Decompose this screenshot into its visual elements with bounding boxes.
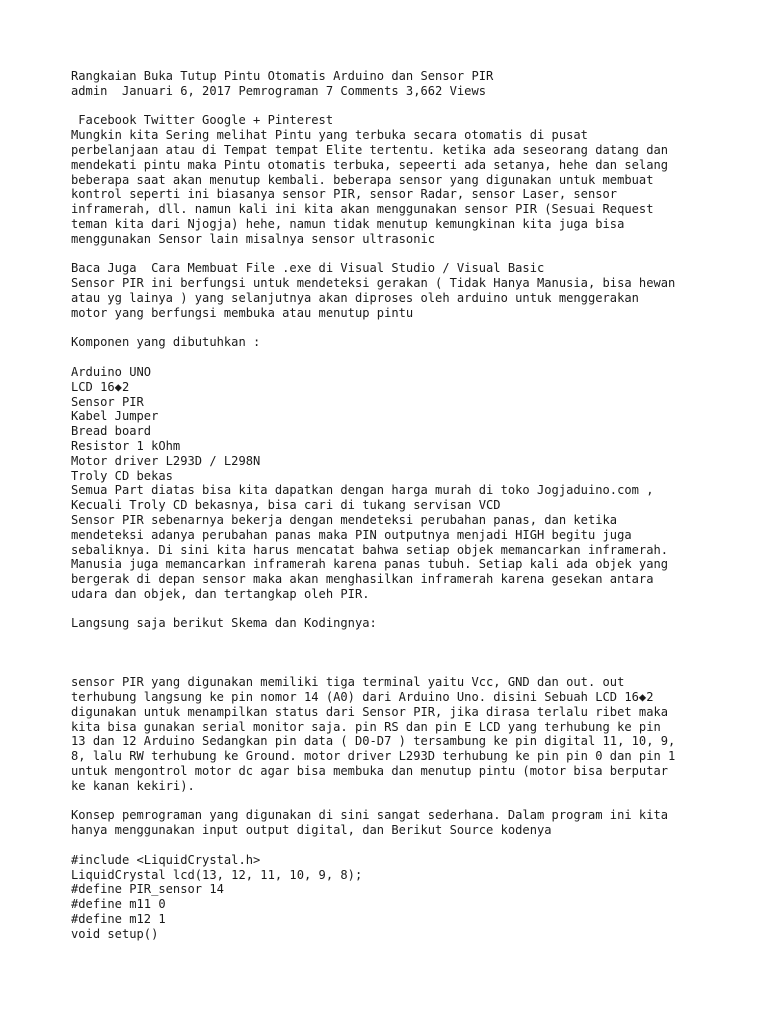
schematic-placeholder — [71, 631, 731, 675]
parts-note — [71, 483, 731, 601]
text-line: Mungkin kita Sering melihat Pintu yang terbuka secara otomatis di pusat — [71, 128, 588, 143]
text-line: inframerah, dll. namun kali ini kita akan menggunakan sensor PIR (Sesuai Request — [71, 202, 654, 217]
text-line: motor yang berfungsi membuka atau menutup pintu — [71, 305, 414, 320]
text-line: terhubung langsung ke pin nomor 14 (A0) dari Arduino Uno. disini Sebuah LCD 16◆2 — [71, 690, 654, 705]
text-line: Semua Part diatas bisa kita dapatkan dengan harga murah di toko Jogjaduino.com , — [71, 483, 654, 498]
text-line: mendeteksi adanya perubahan panas maka PIN outputnya menjadi HIGH begitu juga — [71, 527, 632, 542]
list-item: Arduino UNO — [71, 364, 152, 379]
text-line: 8, lalu RW terhubung ke Ground. motor driver L293D terhubung ke pin pin 0 dan pin 1 — [71, 749, 676, 764]
text-line: Sensor PIR sebenarnya bekerja dengan mendeteksi perubahan panas, dan ketika — [71, 512, 618, 527]
spacer — [71, 794, 731, 809]
code-line: LiquidCrystal lcd(13, 12, 11, 10, 9, 8); — [71, 867, 363, 882]
text-line: mendekati pintu maka Pintu otomatis terbuka, sepeerti ada setanya, hehe dan selang — [71, 157, 669, 172]
text-line: bergerak di depan sensor maka akan menghasilkan inframerah karena gesekan antara — [71, 572, 654, 587]
code-line: #include <LiquidCrystal.h> — [71, 852, 261, 867]
list-item: Sensor PIR — [71, 394, 144, 409]
list-item: Kabel Jumper — [71, 409, 159, 424]
spacer — [71, 321, 731, 336]
spacer — [71, 350, 731, 365]
component-list — [71, 365, 731, 483]
pir-description — [71, 276, 731, 320]
text-line: 13 dan 12 Arduino Sedangkan pin data ( D0-D7 ) tersambung ke pin digital 11, 10, 9, — [71, 734, 676, 749]
text-line: sebaliknya. Di sini kita harus mencatat bahwa setiap objek memancarkan inframerah. — [71, 542, 669, 557]
text-line: untuk mengontrol motor dc agar bisa membuka dan menutup pintu (motor bisa berputar — [71, 764, 669, 779]
komponen-heading: Komponen yang dibutuhkan : — [71, 335, 261, 350]
document-page — [71, 69, 731, 942]
list-item: Bread board — [71, 424, 152, 439]
skema-heading: Langsung saja berikut Skema dan Kodingnya: — [71, 616, 377, 631]
wiring-description — [71, 675, 731, 793]
spacer — [71, 99, 731, 114]
share-links: Facebook Twitter Google + Pinterest — [71, 113, 334, 128]
list-item: Resistor 1 kOhm — [71, 438, 181, 453]
text-line: udara dan objek, dan tertangkap oleh PIR. — [71, 586, 370, 601]
text-line: sensor PIR yang digunakan memiliki tiga terminal yaitu Vcc, GND dan out. out — [71, 675, 625, 690]
article-meta: admin Januari 6, 2017 Pemrograman 7 Comments 3,662 Views — [71, 83, 487, 98]
text-line: teman kita dari Njogja) hehe, namun tidak menutup kemungkinan kita juga bisa — [71, 216, 625, 231]
text-line: ke kanan kekiri). — [71, 778, 195, 793]
list-item: Motor driver L293D / L298N — [71, 453, 261, 468]
text-line: atau yg lainya ) yang selanjutnya akan diproses oleh arduino untuk menggerakan — [71, 290, 639, 305]
list-item: LCD 16◆2 — [71, 379, 130, 394]
list-item: Troly CD bekas — [71, 468, 173, 483]
spacer — [71, 838, 731, 853]
text-line: menggunakan Sensor lain misalnya sensor ultrasonic — [71, 231, 436, 246]
spacer — [71, 602, 731, 617]
spacer — [71, 247, 731, 262]
text-line: kita bisa gunakan serial monitor saja. pin RS dan pin E LCD yang terhubung ke pin — [71, 719, 661, 734]
konsep-paragraph — [71, 808, 731, 838]
text-line: perbelanjaan atau di Tempat tempat Elite tertentu. ketika ada seseorang datang dan — [71, 142, 669, 157]
text-line: digunakan untuk menampilkan status dari Sensor PIR, jika dirasa terlalu ribet maka — [71, 704, 669, 719]
text-line: Manusia juga memancarkan inframerah karena panas tubuh. Setiap kali ada objek yang — [71, 557, 669, 572]
baca-juga-line: Baca Juga Cara Membuat File .exe di Visual Studio / Visual Basic — [71, 261, 545, 276]
text-line: kontrol seperti ini biasanya sensor PIR, sensor Radar, sensor Laser, sensor — [71, 187, 618, 202]
source-code — [71, 853, 731, 942]
article-title: Rangkaian Buka Tutup Pintu Otomatis Arduino dan Sensor PIR — [71, 69, 494, 83]
text-line: Konsep pemrograman yang digunakan di sini sangat sederhana. Dalam program ini kita — [71, 808, 669, 823]
intro-paragraph — [71, 128, 731, 246]
text-line: beberapa saat akan menutup kembali. beberapa sensor yang digunakan untuk membuat — [71, 172, 654, 187]
code-line: void setup() — [71, 926, 159, 941]
text-line: Sensor PIR ini berfungsi untuk mendeteksi gerakan ( Tidak Hanya Manusia, bisa hewan — [71, 276, 676, 291]
code-line: #define m11 0 — [71, 897, 166, 912]
code-line: #define PIR_sensor 14 — [71, 882, 224, 897]
text-line: Kecuali Troly CD bekasnya, bisa cari di tukang servisan VCD — [71, 498, 501, 513]
text-line: hanya menggunakan input output digital, dan Berikut Source kodenya — [71, 823, 552, 838]
code-line: #define m12 1 — [71, 912, 166, 927]
